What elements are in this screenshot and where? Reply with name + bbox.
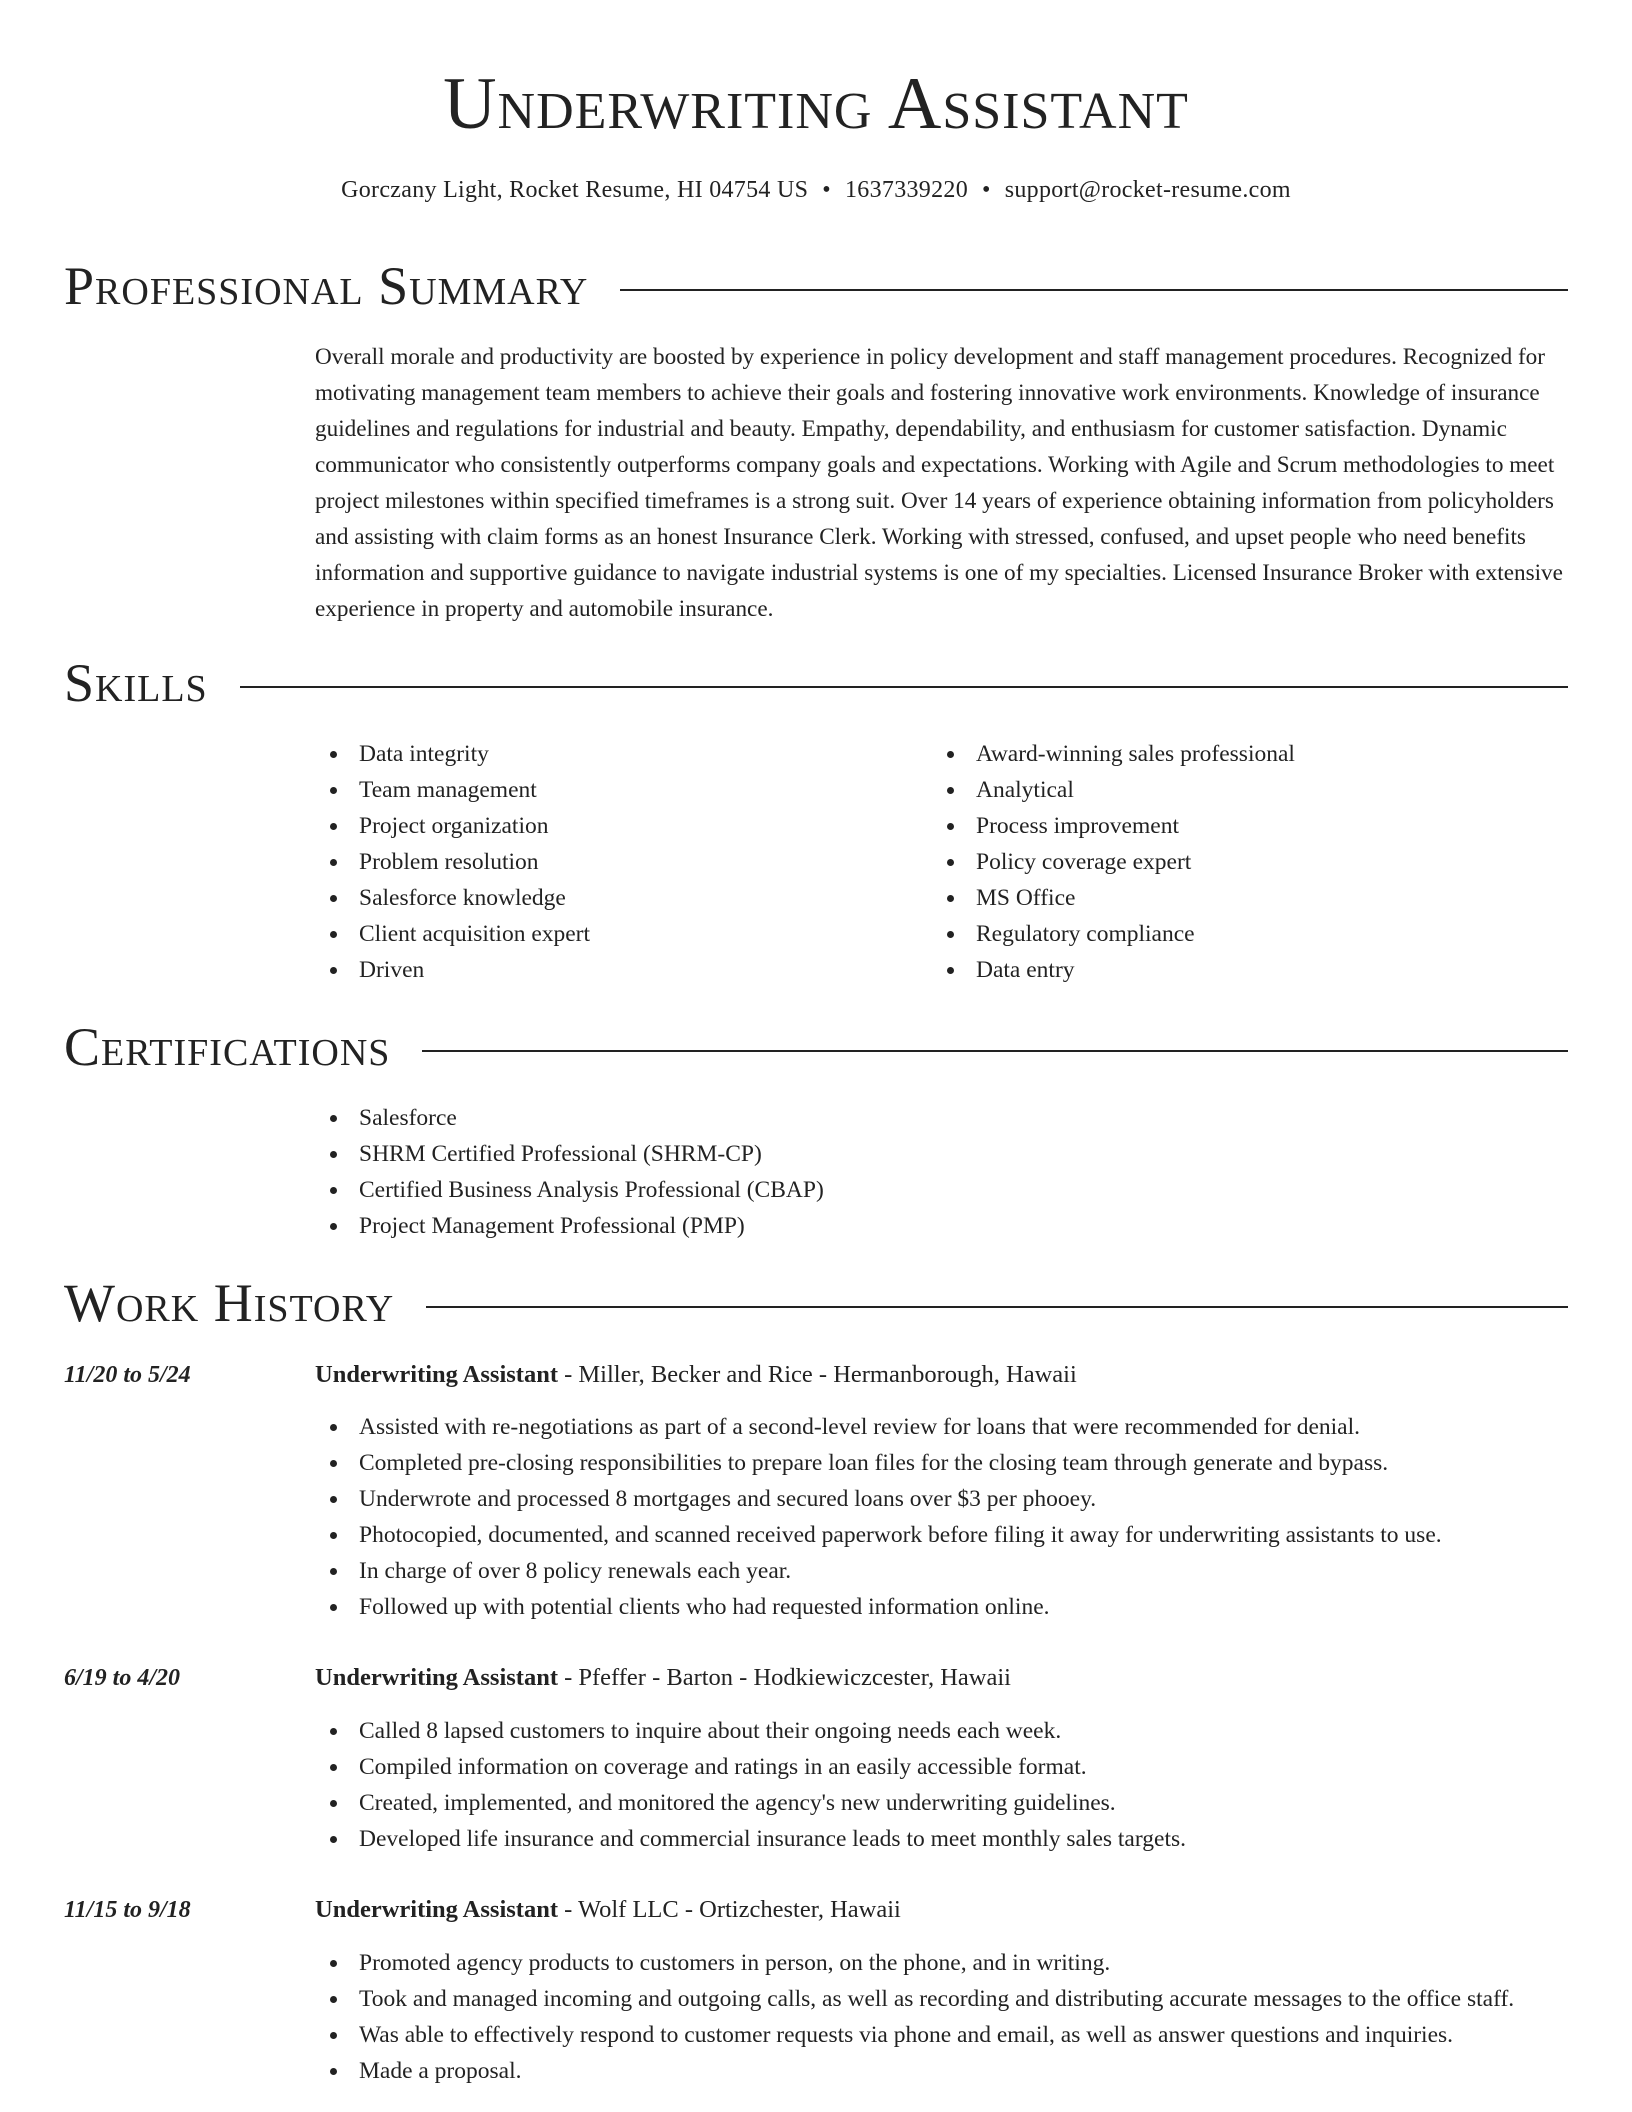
job-bullet: Completed pre-closing responsibilities to prepare loan files for the closing team through generate and bypass. [315,1445,1570,1481]
skills-heading: Skills [64,653,208,713]
skill-item: Policy coverage expert [932,844,1562,880]
skills-section-header [64,651,1568,715]
certification-item: Salesforce [315,1100,1315,1136]
contact-address: Gorczany Light, Rocket Resume, HI 04754 US [341,177,809,203]
job-bullet: Created, implemented, and monitored the agency's new underwriting guidelines. [315,1785,1570,1821]
skill-item: Data integrity [315,736,915,772]
skills-list-left [315,736,915,988]
skill-item: MS Office [932,880,1562,916]
job-employer: - Pfeffer - Barton - Hodkiewiczcester, Hawaii [557,1664,1011,1691]
job-bullet: Promoted agency products to customers in person, on the phone, and in writing. [315,1945,1570,1981]
skill-item: Data entry [932,952,1562,988]
job-role: Underwriting Assistant [315,1361,558,1388]
job-bullets [315,1713,1570,1857]
certification-item: Project Management Professional (PMP) [315,1208,1315,1244]
work-history-heading: Work History [64,1273,395,1333]
job-employer: - Wolf LLC - Ortizchester, Hawaii [557,1896,901,1923]
job-bullet: Photocopied, documented, and scanned received paperwork before filing it away for underwriting assistants to use. [315,1517,1570,1553]
job-dates: 6/19 to 4/20 [64,1665,181,1691]
section-divider [426,1306,1568,1308]
job-title-line [315,1894,901,1926]
job-dates: 11/20 to 5/24 [64,1362,191,1388]
job-role: Underwriting Assistant [315,1664,558,1691]
skill-item: Driven [315,952,915,988]
skill-item: Client acquisition expert [315,916,915,952]
job-bullets [315,1409,1570,1625]
job-role: Underwriting Assistant [315,1896,558,1923]
skill-item: Project organization [315,808,915,844]
work-history-section-header [64,1271,1568,1335]
job-title-line [315,1359,1077,1391]
candidate-name: Underwriting Assistant [443,63,1189,145]
resume-page [64,0,1568,2084]
job-employer: - Miller, Becker and Rice - Hermanborough, Hawaii [557,1361,1077,1388]
job-bullet: Developed life insurance and commercial insurance leads to meet monthly sales targets. [315,1821,1570,1857]
job-bullet: Made a proposal. [315,2053,1570,2089]
summary-heading: Professional Summary [64,256,589,316]
summary-text: Overall morale and productivity are boosted by experience in policy development and staff management procedures. Recognized for motivating management team members to achieve their goals and fostering innovative work environments. Knowledge of insurance guidelines and regulations for industrial and beauty. Empathy, dependability, and enthusiasm for customer satisfaction. Dynamic communicator who consistently outperforms company goals and expectations. Working with Agile and Scrum methodologies to meet project milestones within specified timeframes is a strong suit. Over 14 years of experience obtaining information from policyholders and assisting with claim forms as an honest Insurance Clerk. Working with stressed, confused, and upset people who need benefits information and supportive guidance to navigate industrial systems is one of my specialties. Licensed Insurance Broker with extensive experience in property and automobile insurance. [315,344,1563,622]
skill-item: Analytical [932,772,1562,808]
job-bullet: In charge of over 8 policy renewals each year. [315,1553,1570,1589]
contact-phone[interactable]: 1637339220 [845,177,968,203]
summary-section-header [64,254,1568,318]
contact-email[interactable]: support@rocket-resume.com [1004,177,1291,203]
certification-item: Certified Business Analysis Professional (CBAP) [315,1172,1315,1208]
skill-item: Regulatory compliance [932,916,1562,952]
job-bullet: Was able to effectively respond to customer requests via phone and email, as well as answer questions and inquiries. [315,2017,1570,2053]
certifications-section-header [64,1015,1568,1079]
skill-item: Problem resolution [315,844,915,880]
skills-list-right [932,736,1562,988]
job-title-line [315,1662,1011,1694]
section-divider [240,686,1568,688]
certifications-heading: Certifications [64,1017,391,1077]
skill-item: Process improvement [932,808,1562,844]
section-divider [620,289,1568,291]
skill-item: Award-winning sales professional [932,736,1562,772]
section-divider [422,1050,1568,1052]
skill-item: Team management [315,772,915,808]
job-bullet: Took and managed incoming and outgoing calls, as well as recording and distributing accurate messages to the office staff. [315,1981,1570,2017]
contact-separator: • [822,177,831,203]
job-bullet: Followed up with potential clients who had requested information online. [315,1589,1570,1625]
job-bullet: Compiled information on coverage and ratings in an easily accessible format. [315,1749,1570,1785]
job-bullets [315,1945,1570,2089]
job-dates: 11/15 to 9/18 [64,1897,191,1923]
skill-item: Salesforce knowledge [315,880,915,916]
job-bullet: Underwrote and processed 8 mortgages and secured loans over $3 per phooey. [315,1481,1570,1517]
contact-line [64,174,1568,206]
certification-item: SHRM Certified Professional (SHRM-CP) [315,1136,1315,1172]
job-bullet: Called 8 lapsed customers to inquire about their ongoing needs each week. [315,1713,1570,1749]
contact-separator: • [982,177,991,203]
certifications-list [315,1100,1315,1244]
job-bullet: Assisted with re-negotiations as part of a second-level review for loans that were recommended for denial. [315,1409,1570,1445]
